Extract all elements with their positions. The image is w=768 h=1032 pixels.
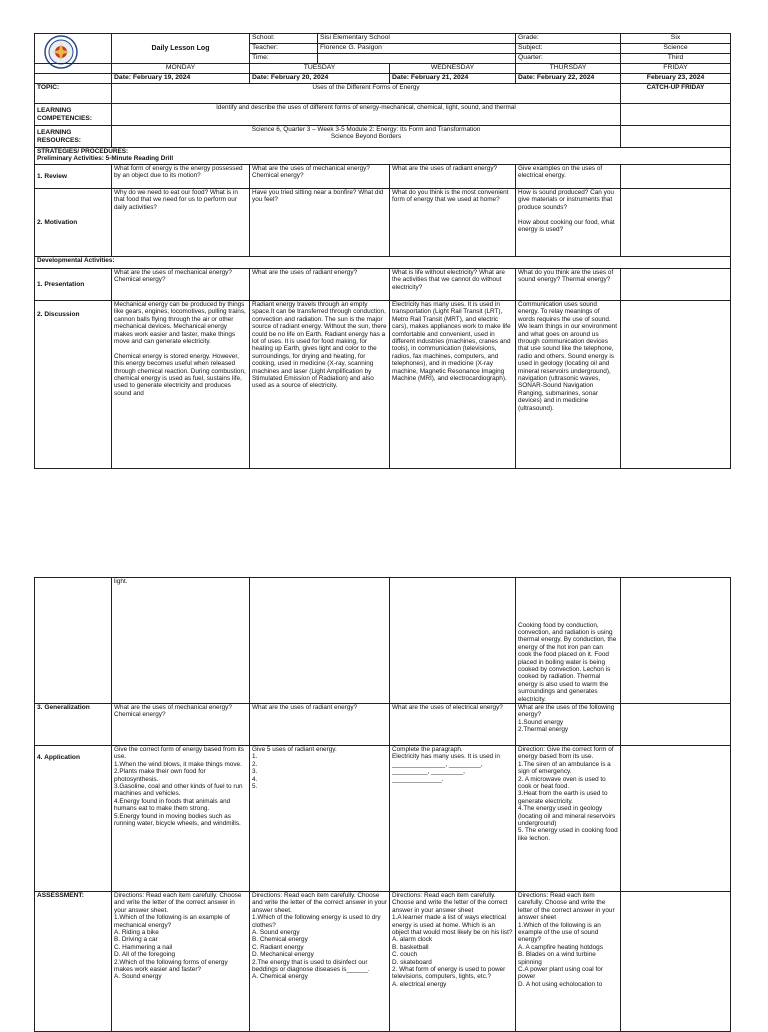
school-value: Sisi Elementary School [318,34,516,44]
competencies-label: LEARNING COMPETENCIES: [35,104,112,126]
date-wednesday: Date: February 21, 2024 [390,74,516,84]
generalization-wednesday: What are the uses of electrical energy? [390,704,516,746]
presentation-thursday: What do you think are the uses of sound energy? Thermal energy? [516,269,621,301]
quarter-value: Third [621,54,731,64]
discussion-tuesday: Radiant energy travels through an empty space.It can be transferred through conduction, convection and radiation. The sun is the major source of radiant energy. Without the sun, there could be no life on Earth. Radiant energy has a lot of uses. It is used for food making, for heating up Earth, gives light and color to the surroundings, for drying and heating, for cooking, used in medicine (X-ray, scanning machines and laser (Light Amplification by Stimulated Emission of Radiation) and also used as a source of electricity. [250,301,390,469]
application-wednesday: Complete the paragraph. Electricity has many uses. It is used in _______________, _________, __________, _________, ______________. [390,746,516,892]
motivation-wednesday: What do you think is the most convenient form of energy that we used at home? [390,189,516,257]
strategies-heading [35,148,731,165]
day-monday: MONDAY [112,64,250,74]
day-tuesday: TUESDAY [250,64,390,74]
developmental-heading: Developmental Activities: [35,257,731,269]
resources-value [112,126,621,148]
generalization-tuesday: What are the uses of radiant energy? [250,704,390,746]
discussion-monday: Mechanical energy can be produced by things like gears, engines, locomotives, pulling trains, cannon balls flying through the air or other mechanical devices. Mechanical energy makes work easier and faster, make things move and can generate electricity. Chemical energy is stored energy. However, this energy becomes useful when released through chemical reaction. During combustion, chemical energy is used as fuel, sustains life, used to generate electricity and produces sound and [112,301,250,469]
presentation-tuesday: What are the uses of radiant energy? [250,269,390,301]
school-label: School: [250,34,318,44]
discussion-label: 2. Discussion [35,301,112,469]
time-value [318,54,516,64]
day-thursday: THURSDAY [516,64,621,74]
generalization-label: 3. Generalization [35,704,112,746]
presentation-monday: What are the uses of mechanical energy? Chemical energy? [112,269,250,301]
application-monday: Give the correct form of energy based from its use. 1.When the wind blows, it make things move. 2.Plants make their own food for photosynthesis. 3.Gasoline, coal and other kinds of fuel to run machines and vehicles. 4.Energy found in foods that animals and humans eat to make them strong. 5.Energy found in moving bodies such as running water, bicycle wheels, and windmills. [112,746,250,892]
motivation-label: 2. Motivation [35,189,112,257]
review-tuesday: What are the uses of mechanical energy? Chemical energy? [250,165,390,189]
application-tuesday: Give 5 uses of radiant energy. 1. 2. 3. 4. 5. [250,746,390,892]
assessment-wednesday: Directions: Read each item carefully. Choose and write the letter of the correct answer in your answer sheet 1.A learner made a list of ways electrical energy is used at home. Which is an object that would most likely be on his list? A. alarm clock B. basketball C. couch D. skateboard 2. What form of energy is used to power televisions, computers, lights, etc.? A. electrical energy [390,892,516,1032]
date-friday: February 23, 2024 [621,74,731,84]
resources-line-2: Science Beyond Borders [330,133,402,141]
presentation-label: 1. Presentation [35,269,112,301]
day-friday: FRIDAY [621,64,731,74]
review-monday: What form of energy is the energy possessed by an object due to its motion? [112,165,250,189]
day-wednesday: WEDNESDAY [390,64,516,74]
generalization-monday: What are the uses of mechanical energy? Chemical energy? [112,704,250,746]
assessment-monday: Directions: Read each item carefully. Choose and write the letter of the correct answer in your answer sheet. 1.Which of the following is an example of mechanical energy? A. Riding a bike B. Driving a car C. Hammering a nail D. All of the foregoing 2.Which of the following forms of energy makes work easier and faster? A. Sound energy [112,892,250,1032]
generalization-thursday: What are the uses of the following energy? 1.Sound energy 2.Thermal energy [516,704,621,746]
assessment-thursday: Directions: Read each item carefully. Choose and write the letter of the correct answer in your answer sheet 1.Which of the following is an example of the use of sound energy? A. A campfire heating hotdogs B. Blades on a wind turbine spinning C.A power plant using coal for power D. A hot using echolocation to [516,892,621,1032]
grade-value: Six [621,34,731,44]
quarter-label: Quarter: [516,54,621,64]
presentation-wednesday: What is life without electricity? What are the activities that we cannot do without electricity? [390,269,516,301]
resources-label: LEARNING RESOURCES: [35,126,112,148]
logo-cell [35,34,112,64]
date-monday: Date: February 19, 2024 [112,74,250,84]
page-title: Daily Lesson Log [112,34,250,64]
discussion-monday-continued: light. [112,578,250,704]
catch-up-friday: CATCH-UP FRIDAY [621,84,731,104]
strategies-line-1: STRATEGIES/ PROCEDURES: [37,148,129,155]
discussion-thursday-continued: Cooking food by conduction, convection, and radiation is using thermal energy. By conduction, the energy of the hot iron pan can cook the food placed on it. Food placed in boiling water is being cooked by convection. Lechon is cooked by radiation. Thermal energy is also used to warm the surroundings and generates electricity. [516,578,621,704]
grade-label: Grade: [516,34,621,44]
discussion-wednesday: Electricity has many uses. It is used in transportation (Light Rail Transit (LRT), Metro Rail Transit (MRT), and electric cars), makes appliances work to make life comfortable and convenient, used in different industries (machines, cranes and tools), in communication (televisions, radios, fax machines, computers, and telephones), and in medicine (X-ray machine, Magnetic Resonance Imaging Machine (MRI), and electrocardiograph). [390,301,516,469]
review-wednesday: What are the uses of radiant energy? [390,165,516,189]
date-thursday: Date: February 22, 2024 [516,74,621,84]
topic-value: Uses of the Different Forms of Energy [112,84,621,104]
teacher-label: Teacher: [250,44,318,54]
lesson-log-page-2 [34,577,731,1032]
application-label: 4. Application [35,746,112,892]
subject-value: Science [621,44,731,54]
lesson-log-page-1 [34,33,731,469]
competencies-value: Identify and describe the uses of different forms of energy-mechanical, chemical, light, sound, and thermal [112,104,621,126]
subject-label: Subject: [516,44,621,54]
motivation-monday: Why do we need to eat our food? What is in that food that we need for us to perform our daily activities? [112,189,250,257]
assessment-tuesday: Directions: Read each item carefully. Choose and write the letter of the correct answer in your answer sheet. 1.Which of the following energy is used to dry clothes? A. Sound energy B. Chemical energy C. Radiant energy D. Mechanical energy 2.The energy that is used to disinfect our beddings or diagnose diseases is______. A. Chemical energy [250,892,390,1032]
strategies-line-2: Preliminary Activities: 5-Minute Reading Drill [37,155,174,163]
review-label: 1. Review [35,165,112,189]
time-label: Time: [250,54,318,64]
resources-line-1: Science 6, Quarter 3 – Week 3-5 Module 2: Energy: Its Form and Transformation [251,126,481,133]
date-tuesday: Date: February 20, 2024 [250,74,390,84]
motivation-thursday: How is sound produced? Can you give materials or instruments that produce sounds? How about cooking our food, what energy is used? [516,189,621,257]
motivation-tuesday: Have you tried sitting near a bonfire? What did you feel? [250,189,390,257]
discussion-thursday: Communication uses sound energy. To relay meanings of words requires the use of sound. We learn things in our environment and what goes on around us through communication devices that use sound like the telephone, radio and others. Sound energy is used in geology (locating oil and mineral reservoirs underground), navigation (ultrasonic waves, SONAR-Sound Navigation Ranging, submarines, sonar devices) and in medicine (ultrasound). [516,301,621,469]
application-thursday: Direction: Give the correct form of energy based from its use. 1.The siren of an ambulance is a sign of emergency. 2. A microwave oven is used to cook or heat food. 3.Heat from the earth is used to generate electricity. 4.The energy used in geology (locating oil and mineral reservoirs underground) 5. The energy used in cooking food like lechon. [516,746,621,892]
assessment-label: ASSESSMENT: [35,892,112,1032]
teacher-value: Florence G. Pasigon [318,44,516,54]
review-thursday: Give examples on the uses of electrical energy. [516,165,621,189]
topic-label: TOPIC: [35,84,112,104]
